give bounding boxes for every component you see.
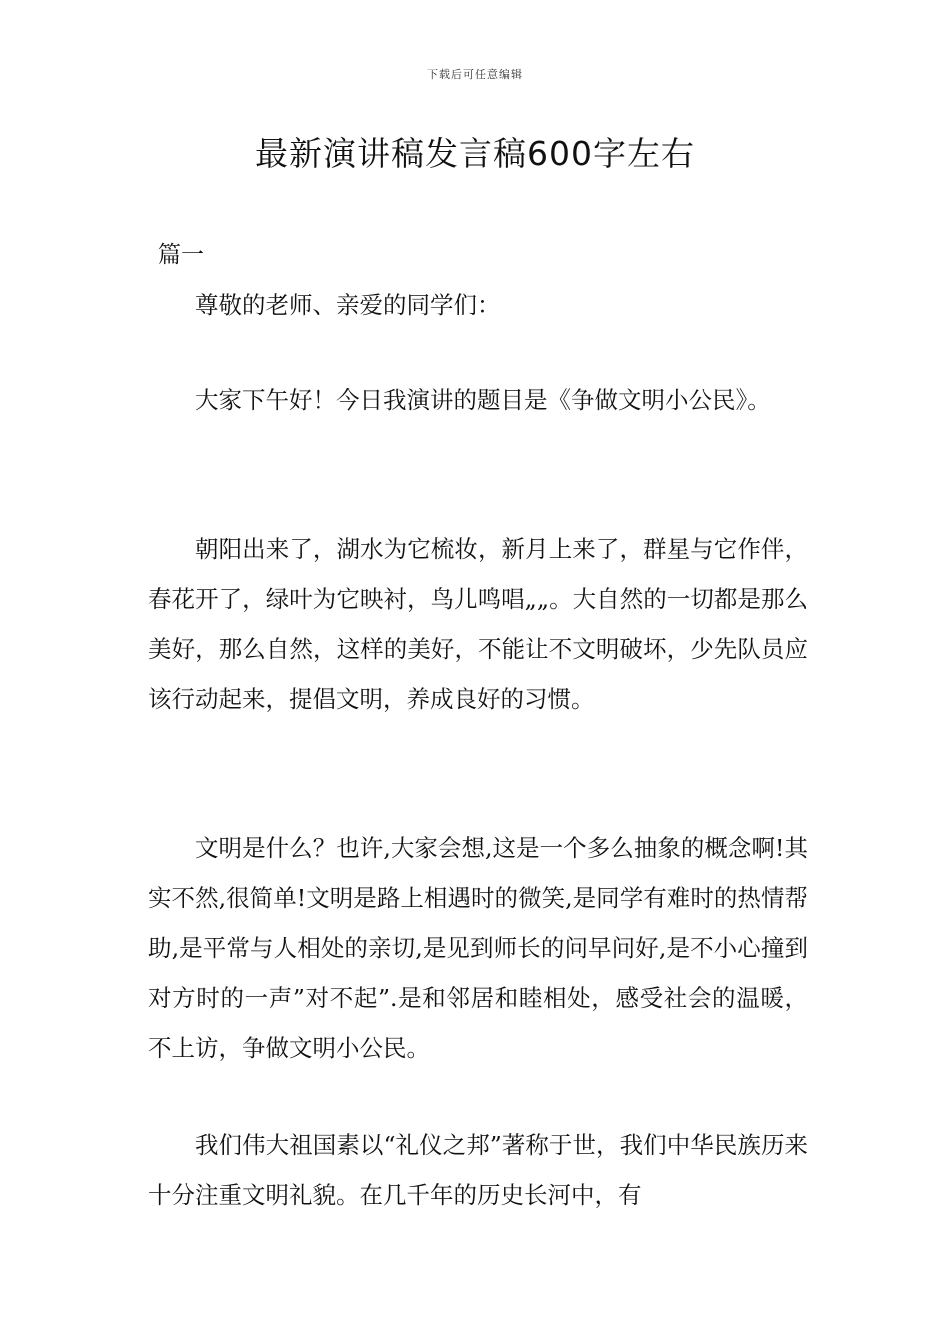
greeting-block [148, 280, 808, 330]
paragraph-1: 大家下午好！今日我演讲的题目是《争做文明小公民》。 [195, 386, 771, 414]
paragraph-block-2 [148, 524, 808, 724]
paragraph-block-4 [148, 1120, 808, 1220]
greeting-line: 尊敬的老师、亲爱的同学们： [195, 291, 501, 319]
section-label: 篇一 [158, 242, 204, 268]
paragraph-block-3 [148, 823, 808, 1073]
paragraph-2: 朝阳出来了，湖水为它梳妆，新月上来了，群星与它作伴，春花开了，绿叶为它映衬，鸟儿鸣唱„„。大自然的一切都是那么美好，那么自然，这样的美好，不能让不文明破坏，少先队员应该行动起来，提倡文明，养成良好的习惯。 [148, 535, 808, 713]
paragraph-block-1 [148, 375, 808, 425]
paragraph-3: 文明是什么？也许,大家会想,这是一个多么抽象的概念啊!其实不然,很简单!文明是路上相遇时的微笑,是同学有难时的热情帮助,是平常与人相处的亲切,是见到师长的问早问好,是不小心撞到对方时的一声”对不起”.是和邻居和睦相处，感受社会的温暖，不上访，争做文明小公民。 [148, 834, 808, 1062]
header-note: 下载后可任意编辑 [427, 68, 523, 81]
paragraph-4: 我们伟大祖国素以“礼仪之邦”著称于世，我们中华民族历来十分注重文明礼貌。在几千年的历史长河中，有 [148, 1131, 808, 1209]
document-title: 最新演讲稿发言稿600字左右 [255, 134, 695, 173]
